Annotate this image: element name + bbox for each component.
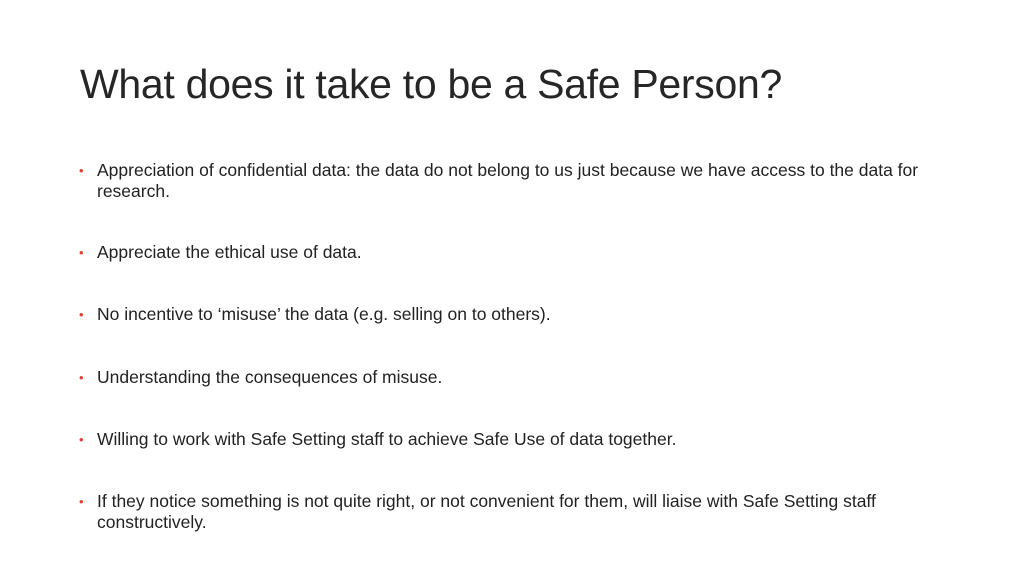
bullet-dot-icon: • <box>79 163 84 178</box>
bullet-item <box>78 367 977 388</box>
bullet-dot-icon: • <box>79 370 84 385</box>
bullet-text: If they notice something is not quite right, or not convenient for them, will liaise with Safe Setting staff constructively. <box>97 491 876 532</box>
bullet-item <box>78 491 977 533</box>
bullet-item <box>78 242 977 263</box>
slide-title: What does it take to be a Safe Person? <box>80 61 782 107</box>
bullet-item <box>78 429 977 450</box>
bullet-text: Appreciation of confidential data: the data do not belong to us just because we have access to the data for research. <box>97 160 919 201</box>
bullet-text: Understanding the consequences of misuse. <box>97 367 443 387</box>
bullet-text: Appreciate the ethical use of data. <box>97 242 362 262</box>
bullet-item <box>78 160 977 202</box>
bullet-item <box>78 304 977 325</box>
bullet-text: Willing to work with Safe Setting staff to achieve Safe Use of data together. <box>97 429 677 449</box>
bullet-dot-icon: • <box>79 494 84 509</box>
bullet-dot-icon: • <box>79 307 84 322</box>
bullet-dot-icon: • <box>79 432 84 447</box>
bullet-text: No incentive to ‘misuse’ the data (e.g. selling on to others). <box>97 304 551 324</box>
bullet-dot-icon: • <box>79 245 84 260</box>
